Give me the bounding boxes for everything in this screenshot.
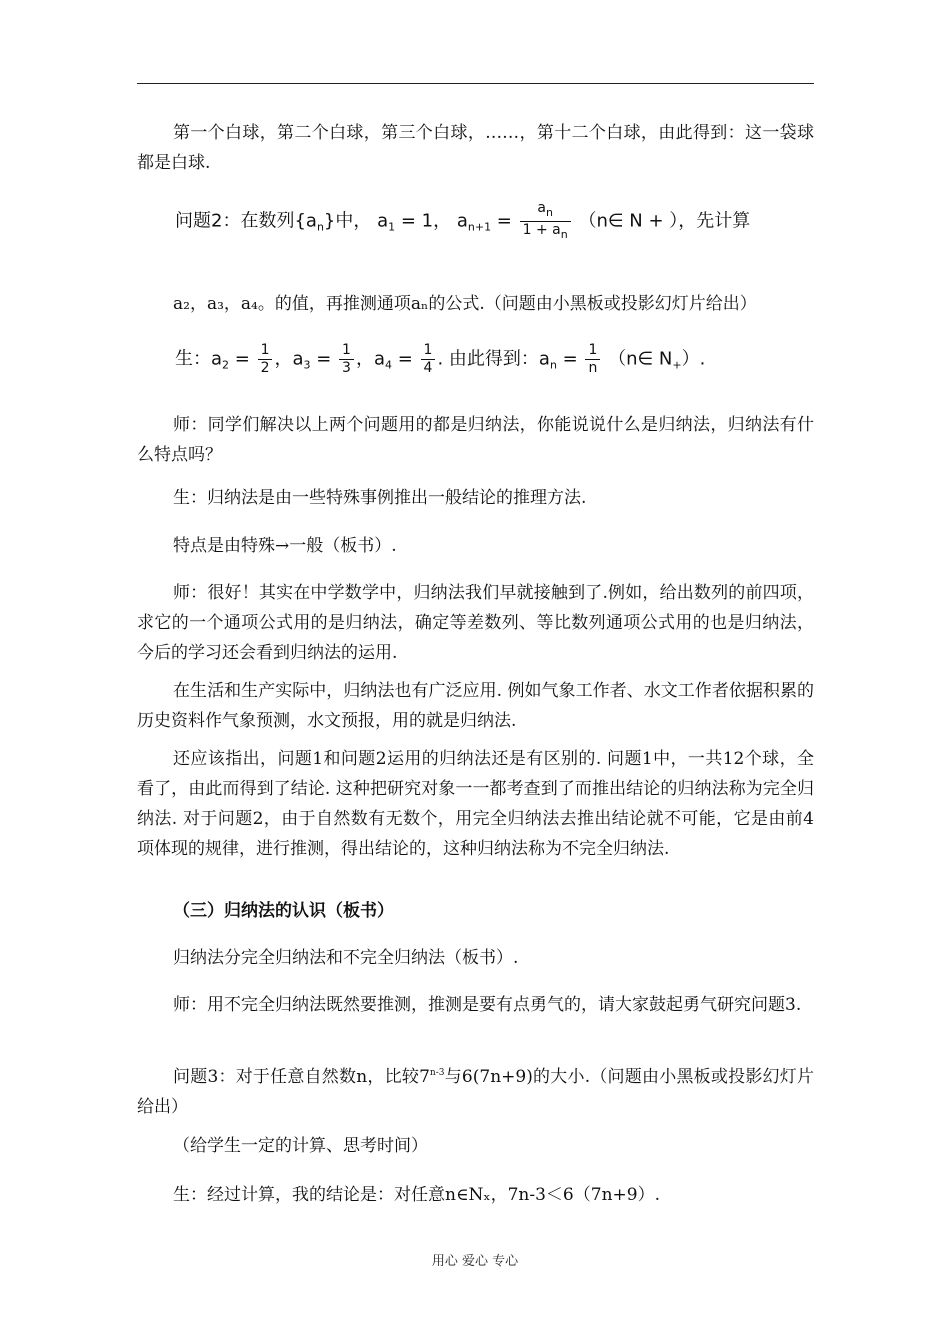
page-footer: 用心 爱心 专心 <box>431 1254 519 1269</box>
paragraph-distinction: 还应该指出，问题1和问题2运用的归纳法还是有区别的. 问题1中，一共12个球，全看了，由此而得到了结论. 这种把研究对象一一都考查到了而推出结论的归纳法称为完全归纳法. 对于问题2，由于自然数有无数个，用完全归纳法去推出结论就不可能，它是由前4项体现的规律，进行推测，得出结论的，这种归纳法称为不完全归纳法. <box>137 749 814 859</box>
section-heading: （三）归纳法的认识（板书） <box>173 901 394 921</box>
paragraph-white-balls: 第一个白球，第二个白球，第三个白球，……，第十二个白球，由此得到：这一袋球都是白球. <box>137 123 814 173</box>
paragraph-teacher-praise: 师：很好！其实在中学数学中，归纳法我们早就接触到了.例如，给出数列的前四项，求它的一个通项公式用的是归纳法，确定等差数列、等比数列通项公式用的也是归纳法，今后的学习还会看到归纳法的运用. <box>137 583 814 663</box>
paragraph-student-definition: 生：归纳法是由一些特殊事例推出一般结论的推理方法. <box>173 488 587 508</box>
paragraph-feature: 特点是由特殊→一般（板书）. <box>173 536 397 556</box>
paragraph-thinking-time: （给学生一定的计算、思考时间） <box>173 1136 428 1156</box>
problem-2-formula: 问题2：在数列$\{a_n\}$中， $a_1 = 1$， $a_{n+1}$ = $\frac{a_n}{1 + a_n}$ （n∈ N + ），先计算 <box>175 200 751 241</box>
paragraph-problem-3: 问题3：对于任意自然数n，比较7$^{n-3}$与6(7n+9)的大小.（问题由小黑板或投影幻灯片给出） <box>137 1067 814 1117</box>
fraction-recurrence: $\frac{a_n}{1 + a_n}$ <box>520 200 571 243</box>
student-answer-formula: 生：$a_2$ = $\frac{1}{2}$ ，$a_3$ = $\frac{1}{3}$ ，$a_4$ = $\frac{1}{4}$ . 由此得到：$a_n$ = $\frac{1}{n}$ （n∈ $N_+$）. <box>175 342 706 376</box>
paragraph-teacher-encourage: 师：用不完全归纳法既然要推测，推测是要有点勇气的，请大家鼓起勇气研究问题3. <box>173 995 802 1015</box>
paragraph-classification: 归纳法分完全归纳法和不完全归纳法（板书）. <box>173 948 519 968</box>
paragraph-compute-terms: a₂，a₃，a₄。的值，再推测通项aₙ的公式.（问题由小黑板或投影幻灯片给出） <box>173 294 757 314</box>
header-rule <box>137 83 814 84</box>
paragraph-applications: 在生活和生产实际中，归纳法也有广泛应用. 例如气象工作者、水文工作者依据积累的历史资料作气象预测，水文预报，用的就是归纳法. <box>137 681 814 731</box>
paragraph-student-conclusion: 生：经过计算，我的结论是：对任意n∈Nₓ，7n-3＜6（7n+9）. <box>173 1185 660 1205</box>
paragraph-teacher-question: 师：同学们解决以上两个问题用的都是归纳法，你能说说什么是归纳法，归纳法有什么特点吗？ <box>137 415 814 465</box>
